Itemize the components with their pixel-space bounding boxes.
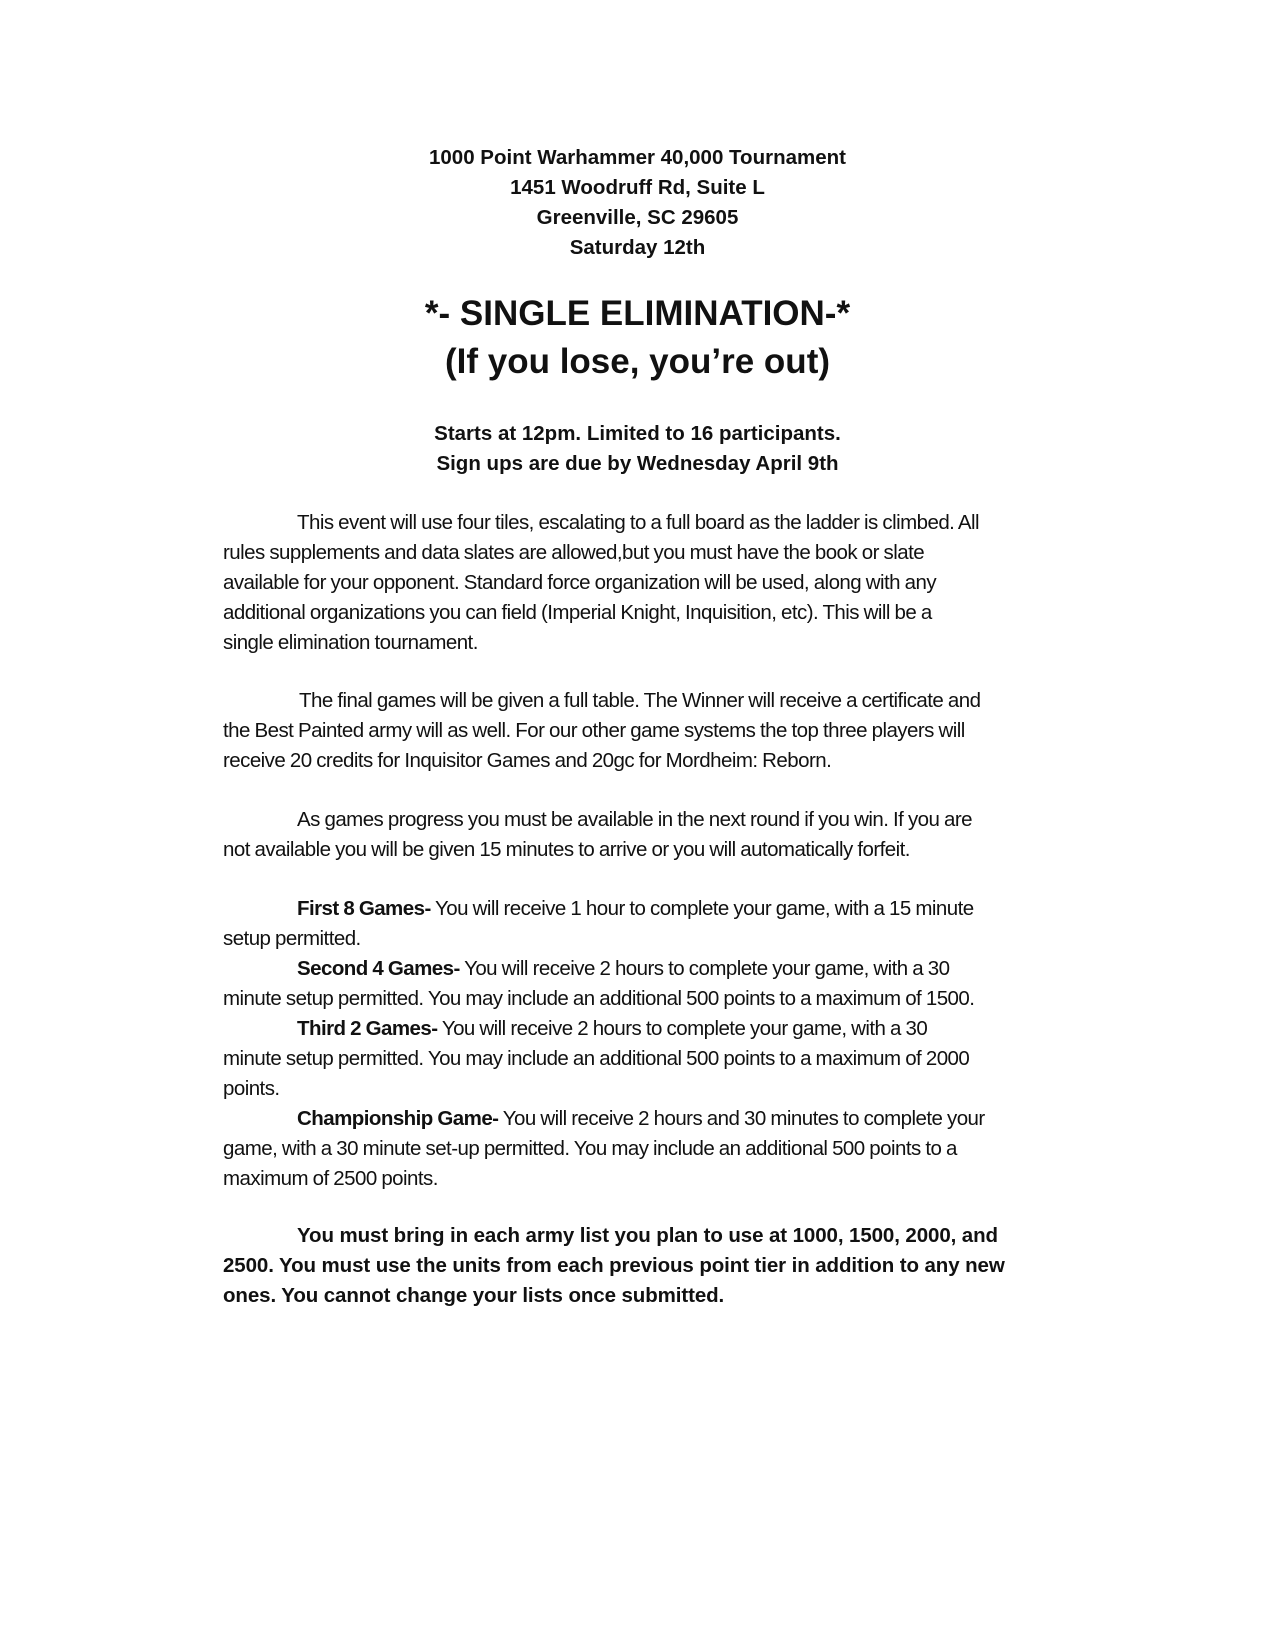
paragraph-line: As games progress you must be available in the next round if you win. If you are xyxy=(297,808,973,831)
round-line xyxy=(223,1014,1143,1044)
headline xyxy=(0,290,1275,386)
headline-subtitle: (If you lose, you’re out) xyxy=(444,342,831,381)
round-line: maximum of 2500 points. xyxy=(223,1167,438,1190)
paragraph-line: rules supplements and data slates are allowed,but you must have the book or slate xyxy=(223,541,925,564)
round-description: You will receive 2 hours to complete your game, with a 30 xyxy=(459,957,950,980)
round-name: Championship Game- xyxy=(297,1107,499,1130)
round-description: You will receive 2 hours and 30 minutes to complete your xyxy=(498,1107,985,1130)
round-line xyxy=(223,894,1143,924)
signup-deadline: Sign ups are due by Wednesday April 9th xyxy=(436,452,839,475)
note-line: 2500. You must use the units from each previous point tier in addition to any new xyxy=(223,1254,1005,1277)
round-line xyxy=(223,954,1143,984)
paragraph-line: available for your opponent. Standard force organization will be used, along with any xyxy=(223,571,937,594)
address-line-2: Greenville, SC 29605 xyxy=(536,206,739,229)
round-line xyxy=(223,1104,1143,1134)
paragraph-line: This event will use four tiles, escalating to a full board as the ladder is climbed. All xyxy=(297,511,979,534)
note-line: ones. You cannot change your lists once submitted. xyxy=(223,1284,725,1307)
round-description: You will receive 1 hour to complete your game, with a 15 minute xyxy=(430,897,974,920)
signup-notice xyxy=(0,419,1275,479)
round-championship xyxy=(223,1104,1143,1194)
event-title: 1000 Point Warhammer 40,000 Tournament xyxy=(429,146,846,169)
round-third-2 xyxy=(223,1014,1143,1104)
paragraph-line: not available you will be given 15 minutes to arrive or you will automatically forfeit. xyxy=(223,838,910,861)
rounds-schedule xyxy=(223,894,1143,1194)
event-header xyxy=(0,143,1275,263)
headline-format: *- SINGLE ELIMINATION-* xyxy=(424,294,851,333)
round-line: points. xyxy=(223,1077,280,1100)
paragraph-line: receive 20 credits for Inquisitor Games and 20gc for Mordheim: Reborn. xyxy=(223,749,832,772)
availability-paragraph xyxy=(223,805,1143,865)
round-description: You will receive 2 hours to complete your game, with a 30 xyxy=(437,1017,928,1040)
start-time-limit: Starts at 12pm. Limited to 16 participants. xyxy=(434,422,841,445)
round-name: Third 2 Games- xyxy=(297,1017,438,1040)
army-list-requirement xyxy=(223,1221,1143,1311)
prizes-paragraph xyxy=(223,686,1143,776)
round-first-8 xyxy=(223,894,1143,954)
paragraph-line: the Best Painted army will as well. For our other game systems the top three players will xyxy=(223,719,965,742)
paragraph-line: additional organizations you can field (Imperial Knight, Inquisition, etc). This will be a xyxy=(223,601,932,624)
round-name: First 8 Games- xyxy=(297,897,431,920)
paragraph-line: single elimination tournament. xyxy=(223,631,478,654)
round-line: game, with a 30 minute set-up permitted. You may include an additional 500 points to a xyxy=(223,1137,957,1160)
address-line-1: 1451 Woodruff Rd, Suite L xyxy=(510,176,765,199)
round-second-4 xyxy=(223,954,1143,1014)
event-date: Saturday 12th xyxy=(569,236,706,259)
intro-paragraph xyxy=(223,508,1143,658)
note-line: You must bring in each army list you plan to use at 1000, 1500, 2000, and xyxy=(297,1224,998,1247)
paragraph-line: The final games will be given a full table. The Winner will receive a certificate and xyxy=(299,689,981,712)
round-name: Second 4 Games- xyxy=(297,957,460,980)
round-line: minute setup permitted. You may include an additional 500 points to a maximum of 1500. xyxy=(223,987,975,1010)
round-line: minute setup permitted. You may include an additional 500 points to a maximum of 2000 xyxy=(223,1047,970,1070)
round-line: setup permitted. xyxy=(223,927,361,950)
